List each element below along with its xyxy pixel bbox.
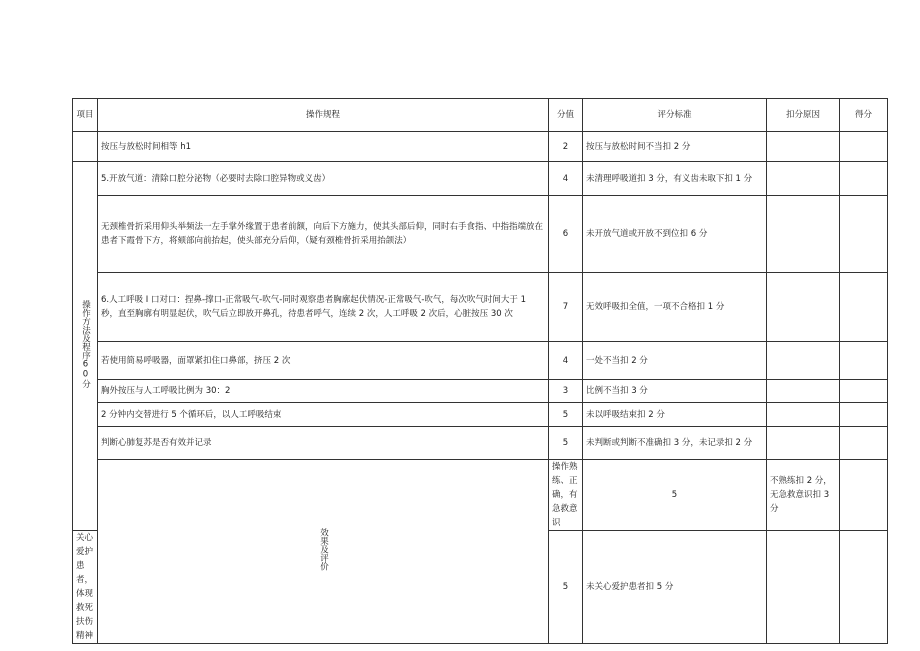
table-row xyxy=(73,273,888,342)
score-cell: 3 xyxy=(549,380,583,403)
table-row xyxy=(73,403,888,427)
table-row xyxy=(73,162,888,196)
header-deduction-reason: 扣分原因 xyxy=(767,99,840,132)
got-cell[interactable] xyxy=(840,403,888,427)
procedure-cell: 5.开放气道：清除口腔分泌物（必要时去除口腔异物或义齿） xyxy=(98,162,549,196)
score-cell: 5 xyxy=(583,460,767,531)
score-cell: 2 xyxy=(549,132,583,162)
score-cell: 7 xyxy=(549,273,583,342)
score-cell: 4 xyxy=(549,342,583,380)
deduction-reason-cell[interactable] xyxy=(840,460,888,531)
deduction-reason-cell[interactable] xyxy=(767,196,840,273)
criteria-cell: 未清理呼吸道扣 3 分，有义齿未取下扣 1 分 xyxy=(583,162,767,196)
criteria-cell: 按压与放松时间不当扣 2 分 xyxy=(583,132,767,162)
got-cell[interactable] xyxy=(840,162,888,196)
got-cell[interactable] xyxy=(840,196,888,273)
table-row xyxy=(73,342,888,380)
deduction-reason-cell[interactable] xyxy=(767,531,840,644)
score-cell: 4 xyxy=(549,162,583,196)
deduction-reason-cell[interactable] xyxy=(767,162,840,196)
deduction-reason-cell[interactable] xyxy=(767,427,840,460)
score-cell: 5 xyxy=(549,531,583,644)
deduction-reason-cell[interactable] xyxy=(767,273,840,342)
got-cell[interactable] xyxy=(840,427,888,460)
got-cell[interactable] xyxy=(840,380,888,403)
header-procedure: 操作规程 xyxy=(98,99,549,132)
table-row xyxy=(73,196,888,273)
got-cell[interactable] xyxy=(840,273,888,342)
procedure-cell: 关心爱护患者，体现救死扶伤精神 xyxy=(73,531,98,644)
procedure-cell: 无颈椎骨折采用仰头举频法一左手掌外缘置于患者前额，向后下方施力，使其头部后仰，同时右手食指、中指指端放在患者下霞骨下方，将颏部向前抬起，使头部充分后仰，（疑有颈椎骨折采用抬颌法） xyxy=(98,196,549,273)
got-cell[interactable] xyxy=(840,132,888,162)
header-criteria: 评分标准 xyxy=(583,99,767,132)
deduction-reason-cell[interactable] xyxy=(767,132,840,162)
section-evaluation xyxy=(98,460,549,644)
table-row xyxy=(73,427,888,460)
header-score: 分值 xyxy=(549,99,583,132)
procedure-cell: 若使用简易呼吸器，面罩紧扣住口鼻部，挤压 2 次 xyxy=(98,342,549,380)
score-cell: 6 xyxy=(549,196,583,273)
deduction-reason-cell[interactable] xyxy=(767,380,840,403)
deduction-reason-cell[interactable] xyxy=(767,342,840,380)
score-cell: 5 xyxy=(549,403,583,427)
got-cell[interactable] xyxy=(840,531,888,644)
criteria-cell: 无效呼吸扣全值，一项不合格扣 1 分 xyxy=(583,273,767,342)
score-cell: 5 xyxy=(549,427,583,460)
got-cell[interactable] xyxy=(840,342,888,380)
procedure-cell: 胸外按压与人工呼吸比例为 30：2 xyxy=(98,380,549,403)
criteria-cell: 比例不当扣 3 分 xyxy=(583,380,767,403)
table-header-row xyxy=(73,99,888,132)
criteria-cell: 一处不当扣 2 分 xyxy=(583,342,767,380)
deduction-reason-cell[interactable] xyxy=(767,403,840,427)
criteria-cell: 未开放气道或开放不到位扣 6 分 xyxy=(583,196,767,273)
procedure-cell: 6.人工呼吸 I 口对口：捏鼻-撑口-正常吸气-吹气-同时观察患者胸廓起伏情况-正常吸气-吹气，每次吹气时间大于 1 秒，直至胸廓有明显起伏，吹气后立即放开鼻孔，待患者呼气，连续 2 次，人工呼吸 2 次后，心脏按压 30 次 xyxy=(98,273,549,342)
section-operation-label: 操作方法及程序60分 xyxy=(80,299,91,388)
scoring-table xyxy=(72,98,888,644)
procedure-cell: 判断心肺复苏是否有效并记录 xyxy=(98,427,549,460)
header-item: 项目 xyxy=(73,99,98,132)
procedure-cell: 2 分钟内交替进行 5 个循环后，以人工呼吸结束 xyxy=(98,403,549,427)
table-row xyxy=(73,460,888,531)
section-operation xyxy=(73,162,98,531)
header-got: 得分 xyxy=(840,99,888,132)
criteria-cell: 未关心爱护患者扣 5 分 xyxy=(583,531,767,644)
table-row xyxy=(73,132,888,162)
criteria-cell: 未以呼吸结束扣 2 分 xyxy=(583,403,767,427)
item-cell-empty xyxy=(73,132,98,162)
procedure-cell: 操作熟练、正确，有急救意识 xyxy=(549,460,583,531)
section-evaluation-label: 效果及评价 xyxy=(318,527,329,571)
criteria-cell: 不熟练扣 2 分，无急救意识扣 3 分 xyxy=(767,460,840,531)
procedure-cell: 按压与放松时间相等 h1 xyxy=(98,132,549,162)
criteria-cell: 未判断或判断不准确扣 3 分，未记录扣 2 分 xyxy=(583,427,767,460)
table-row xyxy=(73,380,888,403)
